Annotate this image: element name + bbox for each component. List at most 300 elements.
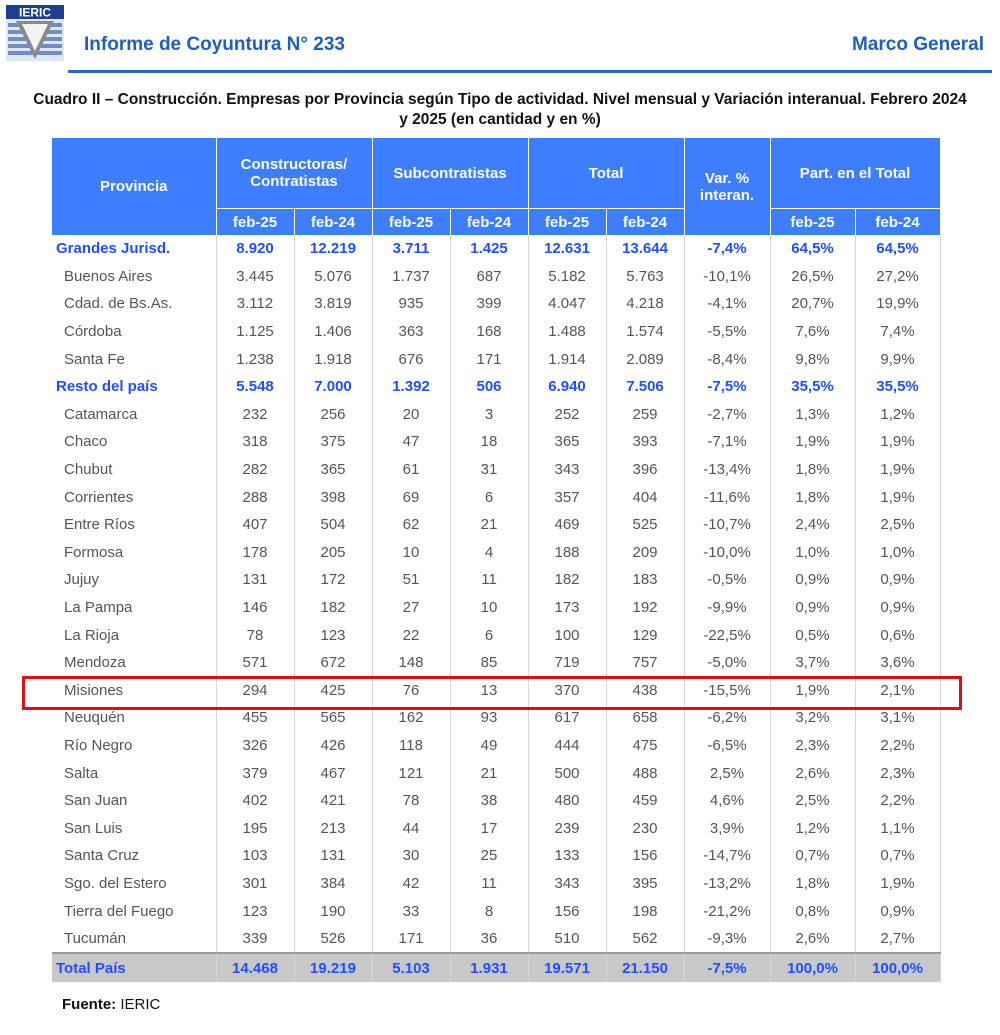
table-cell: 363 <box>372 318 450 346</box>
table-cell: 7,4% <box>855 318 940 346</box>
province-name: Neuquén <box>52 704 216 732</box>
table-cell: 2,6% <box>770 759 855 787</box>
table-cell: 27 <box>372 594 450 622</box>
highlight-box-misiones <box>22 676 962 710</box>
table-cell: 239 <box>528 814 606 842</box>
province-name: Catamarca <box>52 401 216 429</box>
table-cell: 3.711 <box>372 235 450 263</box>
table-cell: 25 <box>450 842 528 870</box>
table-cell: 506 <box>450 373 528 401</box>
table-row <box>52 263 940 291</box>
table-cell: -22,5% <box>684 621 770 649</box>
table-cell: 426 <box>294 732 372 760</box>
table-cell: -7,5% <box>684 953 770 982</box>
table-cell: 469 <box>528 511 606 539</box>
table-cell: 121 <box>372 759 450 787</box>
table-cell: 301 <box>216 870 294 898</box>
table-cell: 488 <box>606 759 684 787</box>
province-name: San Luis <box>52 814 216 842</box>
table-row <box>52 594 940 622</box>
source-note <box>62 996 160 1013</box>
province-name: Resto del país <box>52 373 216 401</box>
table-cell: -11,6% <box>684 483 770 511</box>
table-cell: 343 <box>528 456 606 484</box>
table-cell: 370 <box>528 677 606 705</box>
table-cell: -14,7% <box>684 842 770 870</box>
province-name: Total País <box>52 953 216 982</box>
table-cell: 9,8% <box>770 345 855 373</box>
table-cell: -5,0% <box>684 649 770 677</box>
table-cell: 365 <box>294 456 372 484</box>
table-cell: 18 <box>450 428 528 456</box>
table-cell: 5.182 <box>528 263 606 291</box>
province-name: Jujuy <box>52 566 216 594</box>
table-cell: 6 <box>450 483 528 511</box>
table-cell: 62 <box>372 511 450 539</box>
table-cell: 384 <box>294 870 372 898</box>
table-cell: 21 <box>450 759 528 787</box>
table-cell: 2,2% <box>855 732 940 760</box>
group-row <box>52 235 940 263</box>
table-cell: 282 <box>216 456 294 484</box>
table-cell: 12.631 <box>528 235 606 263</box>
table-cell: 133 <box>528 842 606 870</box>
table-row <box>52 345 940 373</box>
table-cell: 1.914 <box>528 345 606 373</box>
table-cell: 3.112 <box>216 290 294 318</box>
province-name: Entre Ríos <box>52 511 216 539</box>
table-cell: 3,7% <box>770 649 855 677</box>
table-cell: 129 <box>606 621 684 649</box>
table-row <box>52 621 940 649</box>
table-cell: 11 <box>450 870 528 898</box>
table-cell: 252 <box>528 401 606 429</box>
table-cell: 510 <box>528 925 606 954</box>
table-cell: 500 <box>528 759 606 787</box>
table-cell: 49 <box>450 732 528 760</box>
province-name: Santa Cruz <box>52 842 216 870</box>
table-cell: 6 <box>450 621 528 649</box>
table-cell: 131 <box>294 842 372 870</box>
table-cell: 0,6% <box>855 621 940 649</box>
table-cell: 1,9% <box>855 428 940 456</box>
table-cell: 0,9% <box>855 566 940 594</box>
table-row <box>52 566 940 594</box>
table-cell: 38 <box>450 787 528 815</box>
table-cell: 256 <box>294 401 372 429</box>
table-cell: 76 <box>372 677 450 705</box>
table-cell: 205 <box>294 539 372 567</box>
header-provincia: Provincia <box>52 138 216 235</box>
table-cell: 326 <box>216 732 294 760</box>
table-cell: 1.918 <box>294 345 372 373</box>
table-cell: 2,2% <box>855 787 940 815</box>
table-cell: 379 <box>216 759 294 787</box>
table-cell: -13,2% <box>684 870 770 898</box>
table-cell: 35,5% <box>770 373 855 401</box>
table-cell: -15,5% <box>684 677 770 705</box>
table-cell: 757 <box>606 649 684 677</box>
table-cell: 2,5% <box>855 511 940 539</box>
table-cell: 1,0% <box>855 539 940 567</box>
table-cell: -9,3% <box>684 925 770 954</box>
table-cell: 375 <box>294 428 372 456</box>
table-cell: -6,2% <box>684 704 770 732</box>
table-row <box>52 787 940 815</box>
province-name: Buenos Aires <box>52 263 216 291</box>
table-cell: 525 <box>606 511 684 539</box>
table-cell: 213 <box>294 814 372 842</box>
header-constructoras: Constructoras/ Contratistas <box>216 138 372 209</box>
table-cell: 1.488 <box>528 318 606 346</box>
province-name: La Pampa <box>52 594 216 622</box>
table-cell: 182 <box>528 566 606 594</box>
table-cell: 123 <box>294 621 372 649</box>
table-cell: 565 <box>294 704 372 732</box>
table-cell: 0,7% <box>855 842 940 870</box>
table-cell: 103 <box>216 842 294 870</box>
province-name: Salta <box>52 759 216 787</box>
table-row <box>52 649 940 677</box>
table-cell: 1.406 <box>294 318 372 346</box>
table-cell: 294 <box>216 677 294 705</box>
table-cell: 100 <box>528 621 606 649</box>
table-cell: 1,8% <box>770 483 855 511</box>
table-cell: 8.920 <box>216 235 294 263</box>
table-cell: 1.425 <box>450 235 528 263</box>
table-cell: 0,9% <box>855 897 940 925</box>
table-cell: -9,9% <box>684 594 770 622</box>
table-cell: 0,9% <box>770 594 855 622</box>
table-cell: 93 <box>450 704 528 732</box>
table-cell: 526 <box>294 925 372 954</box>
table-cell: -7,4% <box>684 235 770 263</box>
table-cell: 192 <box>606 594 684 622</box>
subheader-cell: feb-25 <box>528 209 606 236</box>
table-cell: -6,5% <box>684 732 770 760</box>
table-cell: 9,9% <box>855 345 940 373</box>
table-row <box>52 925 940 954</box>
table-cell: 33 <box>372 897 450 925</box>
table-row <box>52 511 940 539</box>
table-cell: 78 <box>216 621 294 649</box>
table-cell: 19.219 <box>294 953 372 982</box>
table-cell: 171 <box>450 345 528 373</box>
province-name: Chaco <box>52 428 216 456</box>
table-cell: 4.218 <box>606 290 684 318</box>
table-cell: 1.392 <box>372 373 450 401</box>
provinces-table <box>52 138 941 982</box>
table-cell: -13,4% <box>684 456 770 484</box>
table-cell: 5.103 <box>372 953 450 982</box>
table-cell: 20 <box>372 401 450 429</box>
header-divider <box>68 70 992 73</box>
subheader-cell: feb-25 <box>216 209 294 236</box>
table-cell: 719 <box>528 649 606 677</box>
table-cell: 8 <box>450 897 528 925</box>
table-cell: 407 <box>216 511 294 539</box>
table-cell: 2,7% <box>855 925 940 954</box>
table-cell: 78 <box>372 787 450 815</box>
table-cell: 398 <box>294 483 372 511</box>
table-cell: 1.574 <box>606 318 684 346</box>
subheader-cell: feb-24 <box>855 209 940 236</box>
table-cell: 1,9% <box>855 870 940 898</box>
source-label: Fuente: <box>62 996 117 1013</box>
table-cell: 3,6% <box>855 649 940 677</box>
table-row <box>52 732 940 760</box>
table-cell: 51 <box>372 566 450 594</box>
table-cell: 1,8% <box>770 456 855 484</box>
table-cell: 183 <box>606 566 684 594</box>
table-cell: 676 <box>372 345 450 373</box>
province-name: Río Negro <box>52 732 216 760</box>
province-name: Grandes Jurisd. <box>52 235 216 263</box>
table-cell: 209 <box>606 539 684 567</box>
header-part: Part. en el Total <box>770 138 940 209</box>
table-cell: -10,0% <box>684 539 770 567</box>
table-cell: 195 <box>216 814 294 842</box>
table-cell: 1,9% <box>855 456 940 484</box>
table-row <box>52 318 940 346</box>
table-cell: 7,6% <box>770 318 855 346</box>
province-name: Formosa <box>52 539 216 567</box>
table-cell: 617 <box>528 704 606 732</box>
table-cell: 14.468 <box>216 953 294 982</box>
table-row <box>52 456 940 484</box>
table-cell: 1,0% <box>770 539 855 567</box>
table-cell: 687 <box>450 263 528 291</box>
table-cell: 162 <box>372 704 450 732</box>
table-cell: 27,2% <box>855 263 940 291</box>
table-cell: 30 <box>372 842 450 870</box>
table-row <box>52 483 940 511</box>
province-name: Santa Fe <box>52 345 216 373</box>
table-cell: 0,5% <box>770 621 855 649</box>
table-cell: 20,7% <box>770 290 855 318</box>
table-cell: 85 <box>450 649 528 677</box>
subheader-cell: feb-24 <box>294 209 372 236</box>
logo-text: IERIC <box>18 5 52 20</box>
table-cell: 10 <box>450 594 528 622</box>
table-cell: 438 <box>606 677 684 705</box>
table-row <box>52 428 940 456</box>
province-name: La Rioja <box>52 621 216 649</box>
table-cell: 3,2% <box>770 704 855 732</box>
table-cell: 1,9% <box>855 483 940 511</box>
province-name: Tierra del Fuego <box>52 897 216 925</box>
table-cell: 2,5% <box>770 787 855 815</box>
table-cell: 118 <box>372 732 450 760</box>
table-cell: 230 <box>606 814 684 842</box>
table-cell: 7.506 <box>606 373 684 401</box>
table-cell: 1,8% <box>770 870 855 898</box>
table-cell: 0,9% <box>855 594 940 622</box>
table-cell: 13.644 <box>606 235 684 263</box>
table-cell: 2,1% <box>855 677 940 705</box>
province-name: Mendoza <box>52 649 216 677</box>
table-cell: 100,0% <box>855 953 940 982</box>
table-cell: 357 <box>528 483 606 511</box>
table-cell: 36 <box>450 925 528 954</box>
table-cell: 11 <box>450 566 528 594</box>
table-body <box>52 235 940 982</box>
header-var: Var. % interan. <box>684 138 770 235</box>
table-cell: 42 <box>372 870 450 898</box>
table-cell: 1,3% <box>770 401 855 429</box>
province-name: Chubut <box>52 456 216 484</box>
ieric-logo <box>6 5 64 61</box>
table-cell: 3.445 <box>216 263 294 291</box>
province-name: Tucumán <box>52 925 216 954</box>
table-cell: -0,5% <box>684 566 770 594</box>
table-cell: 402 <box>216 787 294 815</box>
table-cell: 47 <box>372 428 450 456</box>
subheader-cell: feb-25 <box>770 209 855 236</box>
table-cell: 3.819 <box>294 290 372 318</box>
table-cell: 571 <box>216 649 294 677</box>
table-cell: 339 <box>216 925 294 954</box>
table-row <box>52 814 940 842</box>
table-cell: 173 <box>528 594 606 622</box>
table-cell: 288 <box>216 483 294 511</box>
table-cell: 1.238 <box>216 345 294 373</box>
header-total: Total <box>528 138 684 209</box>
table-row <box>52 401 940 429</box>
province-name: San Juan <box>52 787 216 815</box>
total-row <box>52 953 940 982</box>
table-cell: 35,5% <box>855 373 940 401</box>
table-cell: 232 <box>216 401 294 429</box>
table-cell: 3,1% <box>855 704 940 732</box>
table-cell: 198 <box>606 897 684 925</box>
report-title: Informe de Coyuntura N° 233 <box>84 34 345 55</box>
table-cell: 395 <box>606 870 684 898</box>
table-cell: 171 <box>372 925 450 954</box>
table-cell: 172 <box>294 566 372 594</box>
table-cell: 455 <box>216 704 294 732</box>
table-cell: 2.089 <box>606 345 684 373</box>
table-cell: 658 <box>606 704 684 732</box>
table-cell: 475 <box>606 732 684 760</box>
table-cell: 259 <box>606 401 684 429</box>
table-row <box>52 870 940 898</box>
table-row <box>52 539 940 567</box>
group-row <box>52 373 940 401</box>
table-cell: 5.763 <box>606 263 684 291</box>
header-subcontratistas: Subcontratistas <box>372 138 528 209</box>
table-cell: -5,5% <box>684 318 770 346</box>
table-cell: 4.047 <box>528 290 606 318</box>
table-cell: -2,7% <box>684 401 770 429</box>
table-cell: -21,2% <box>684 897 770 925</box>
table-cell: 1,9% <box>770 428 855 456</box>
table-cell: 672 <box>294 649 372 677</box>
subheader-cell: feb-24 <box>606 209 684 236</box>
table-cell: 365 <box>528 428 606 456</box>
table-cell: 1,2% <box>855 401 940 429</box>
table-cell: 0,9% <box>770 566 855 594</box>
table-cell: 178 <box>216 539 294 567</box>
table-row <box>52 290 940 318</box>
source-value: IERIC <box>120 996 161 1013</box>
table-cell: 17 <box>450 814 528 842</box>
table-cell: 935 <box>372 290 450 318</box>
table-cell: -7,5% <box>684 373 770 401</box>
table-cell: 21.150 <box>606 953 684 982</box>
table-cell: 182 <box>294 594 372 622</box>
table-row <box>52 842 940 870</box>
table-cell: 480 <box>528 787 606 815</box>
table-cell: 318 <box>216 428 294 456</box>
table-cell: 10 <box>372 539 450 567</box>
table-cell: 131 <box>216 566 294 594</box>
subheader-cell: feb-24 <box>450 209 528 236</box>
table-cell: 425 <box>294 677 372 705</box>
table-cell: 404 <box>606 483 684 511</box>
table-cell: 0,8% <box>770 897 855 925</box>
table-cell: 504 <box>294 511 372 539</box>
table-cell: 69 <box>372 483 450 511</box>
table-cell: 12.219 <box>294 235 372 263</box>
table-cell: 4 <box>450 539 528 567</box>
section-title: Marco General <box>852 34 984 55</box>
table-cell: 1.125 <box>216 318 294 346</box>
table-cell: 123 <box>216 897 294 925</box>
table-cell: 2,3% <box>855 759 940 787</box>
table-cell: 61 <box>372 456 450 484</box>
table-cell: 31 <box>450 456 528 484</box>
table-cell: 1,9% <box>770 677 855 705</box>
table-cell: 26,5% <box>770 263 855 291</box>
table-cell: 22 <box>372 621 450 649</box>
table-row <box>52 759 940 787</box>
table-cell: 1,2% <box>770 814 855 842</box>
table-cell: 562 <box>606 925 684 954</box>
table-cell: 2,5% <box>684 759 770 787</box>
table-cell: 2,3% <box>770 732 855 760</box>
table-cell: 396 <box>606 456 684 484</box>
table-cell: 190 <box>294 897 372 925</box>
table-cell: 21 <box>450 511 528 539</box>
table-cell: 399 <box>450 290 528 318</box>
table-cell: -10,7% <box>684 511 770 539</box>
table-cell: 2,6% <box>770 925 855 954</box>
table-cell: 459 <box>606 787 684 815</box>
table-cell: 19,9% <box>855 290 940 318</box>
table-cell: 156 <box>528 897 606 925</box>
table-cell: 2,4% <box>770 511 855 539</box>
table-cell: 7.000 <box>294 373 372 401</box>
table-cell: 64,5% <box>770 235 855 263</box>
table-cell: 148 <box>372 649 450 677</box>
province-name: Sgo. del Estero <box>52 870 216 898</box>
table-cell: 19.571 <box>528 953 606 982</box>
table-cell: 6.940 <box>528 373 606 401</box>
province-name: Misiones <box>52 677 216 705</box>
table-cell: 13 <box>450 677 528 705</box>
table-cell: 168 <box>450 318 528 346</box>
table-cell: 343 <box>528 870 606 898</box>
table-cell: -10,1% <box>684 263 770 291</box>
table-cell: 100,0% <box>770 953 855 982</box>
table-cell: 467 <box>294 759 372 787</box>
table-cell: 421 <box>294 787 372 815</box>
table-cell: 146 <box>216 594 294 622</box>
table-cell: 0,7% <box>770 842 855 870</box>
subheader-cell: feb-25 <box>372 209 450 236</box>
table-cell: -7,1% <box>684 428 770 456</box>
